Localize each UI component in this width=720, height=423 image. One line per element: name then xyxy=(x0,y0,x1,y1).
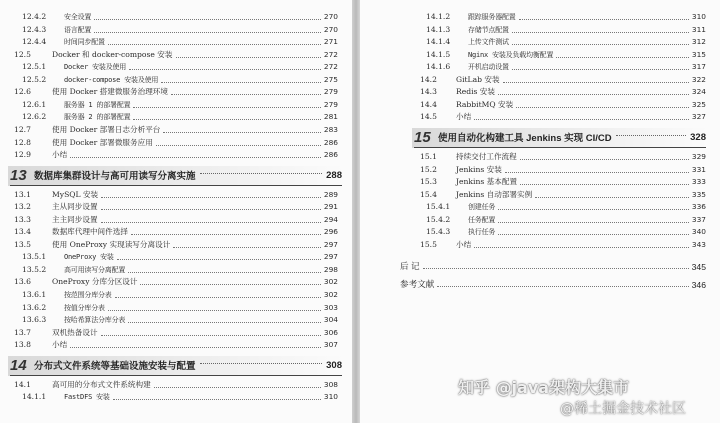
toc-entry-number: 13.1 xyxy=(14,189,31,199)
toc-entry xyxy=(14,150,338,160)
toc-entry xyxy=(14,50,338,60)
toc-entry-title: 使用 Docker 搭建微服务治理环境 xyxy=(52,87,168,97)
toc-entry-number: 13.3 xyxy=(14,214,31,224)
toc-entry xyxy=(14,138,338,148)
toc-entry-title: 服务器 2 的部署配置 xyxy=(64,113,131,122)
toc-entry-title: 主主同步设置 xyxy=(52,214,98,224)
toc-entry-title: 安全设置 xyxy=(64,13,92,21)
backmatter-page: 346 xyxy=(691,280,706,291)
backmatter-page: 345 xyxy=(691,262,706,273)
dot-leader xyxy=(101,209,321,210)
toc-entry-title: Redis 安装 xyxy=(456,87,495,97)
toc-entry-title: OneProxy 安装 xyxy=(64,253,114,262)
dot-leader xyxy=(423,268,689,269)
toc-entry-number: 13.5.1 xyxy=(22,252,47,262)
right-page xyxy=(360,0,720,423)
dot-leader xyxy=(512,32,689,33)
toc-entry-title: GitLab 安装 xyxy=(456,74,500,84)
toc-entry-title: MySQL 安装 xyxy=(52,189,99,199)
toc-entry-number: 12.8 xyxy=(14,137,31,147)
toc-entry-page: 302 xyxy=(323,277,338,287)
toc-entry xyxy=(426,12,706,22)
dot-leader xyxy=(131,234,321,235)
toc-entry-title: docker-compose 安装及使用 xyxy=(64,75,159,84)
toc-entry-title: 使用 Docker 部署日志分析平台 xyxy=(52,124,161,134)
backmatter-title: 后 记 xyxy=(400,261,420,272)
toc-entry-page: 297 xyxy=(323,239,338,249)
dot-leader xyxy=(70,157,321,158)
toc-entry-number: 14.4 xyxy=(420,99,437,109)
toc-entry-number: 14.1.2 xyxy=(426,12,451,21)
toc-entry-number: 12.4.4 xyxy=(22,37,47,47)
toc-entry xyxy=(14,240,338,250)
toc-entry-page: 270 xyxy=(323,12,338,21)
toc-entry-number: 13.4 xyxy=(14,227,31,237)
toc-entry-title: 小结 xyxy=(456,112,472,122)
dot-leader xyxy=(503,82,689,83)
toc-entry-number: 15.4.2 xyxy=(426,214,451,224)
chapter-page: 328 xyxy=(690,131,706,143)
toc-entry xyxy=(14,277,338,287)
toc-entry-title: Docker 安装及使用 xyxy=(64,63,127,72)
toc-entry-title: 创建任务 xyxy=(468,203,496,212)
dot-leader xyxy=(113,399,321,400)
toc-entry-number: 12.9 xyxy=(14,150,31,160)
toc-entry xyxy=(22,75,338,85)
toc-entry-number: 13.5 xyxy=(14,239,31,249)
dot-leader xyxy=(128,322,321,323)
chapter-heading xyxy=(414,128,706,148)
dot-leader xyxy=(498,94,689,95)
toc-entry-page: 310 xyxy=(323,392,338,402)
toc-entry xyxy=(426,227,706,237)
toc-entry-title: 小结 xyxy=(52,150,68,160)
toc-entry-number: 13.2 xyxy=(14,202,31,212)
dot-leader xyxy=(437,286,688,287)
toc-entry-page: 302 xyxy=(323,290,338,299)
toc-entry-title: 执行任务 xyxy=(468,228,496,237)
toc-entry-title: 主从同步设置 xyxy=(52,202,98,212)
chapter-title: 数据库集群设计与高可用读写分离实施 xyxy=(34,171,196,183)
dot-leader xyxy=(505,172,689,173)
toc-entry xyxy=(14,125,338,135)
toc-entry-number: 12.4.3 xyxy=(22,24,47,34)
toc-entry-page: 312 xyxy=(691,37,706,47)
toc-entry xyxy=(22,12,338,22)
toc-entry-page: 279 xyxy=(323,99,338,109)
toc-entry xyxy=(426,62,706,72)
toc-entry-title: 存储节点配置 xyxy=(468,25,509,34)
toc-entry-title: 开机启动设置 xyxy=(468,63,509,72)
dot-leader xyxy=(101,335,321,336)
dot-leader xyxy=(128,272,321,273)
chapter-number: 15 xyxy=(414,128,431,146)
toc-entry-page: 275 xyxy=(323,74,338,84)
dot-leader xyxy=(163,132,320,133)
toc-entry xyxy=(14,215,338,225)
toc-entry-page: 303 xyxy=(323,302,338,312)
toc-entry xyxy=(14,87,338,97)
dot-leader xyxy=(200,173,323,174)
dot-leader xyxy=(117,259,321,260)
toc-entry-number: 14.1.6 xyxy=(426,62,451,72)
dot-leader xyxy=(101,222,321,223)
chapter-heading xyxy=(10,356,342,376)
toc-entry xyxy=(22,252,338,262)
toc-entry-page: 270 xyxy=(323,24,338,34)
toc-entry-title: RabbitMQ 安装 xyxy=(456,99,514,109)
toc-entry-number: 12.6.2 xyxy=(22,112,47,122)
dot-leader xyxy=(519,19,689,20)
toc-entry-title: 数据库代理中间件选择 xyxy=(52,227,128,237)
toc-entry-page: 286 xyxy=(323,150,338,160)
toc-backmatter-entry xyxy=(400,276,706,290)
dot-leader xyxy=(173,247,321,248)
toc-entry-number: 14.2 xyxy=(420,74,437,84)
toc-entry-title: 按范围分库分表 xyxy=(64,291,112,299)
toc-entry xyxy=(420,75,706,85)
toc-entry-number: 15.4 xyxy=(420,189,437,199)
toc-entry-page: 310 xyxy=(691,12,706,21)
book-gutter xyxy=(352,0,360,423)
toc-entry-title: 按值分库分表 xyxy=(64,303,105,312)
toc-entry-number: 12.5.2 xyxy=(22,74,47,84)
dot-leader xyxy=(535,197,689,198)
toc-entry-page: 317 xyxy=(691,62,706,72)
toc-entry-number: 14.1.3 xyxy=(426,24,451,34)
backmatter-title: 参考文献 xyxy=(400,279,435,290)
toc-entry xyxy=(420,100,706,110)
toc-entry-number: 15.2 xyxy=(420,164,437,174)
toc-entry-page: 340 xyxy=(691,227,706,237)
toc-entry-page: 289 xyxy=(323,189,338,199)
toc-entry xyxy=(14,340,338,350)
dot-leader xyxy=(512,69,689,70)
toc-entry-page: 281 xyxy=(323,112,338,122)
toc-entry xyxy=(22,112,338,122)
toc-entry-number: 13.7 xyxy=(14,327,31,337)
toc-entry-number: 14.5 xyxy=(420,112,437,122)
toc-entry-page: 336 xyxy=(691,202,706,212)
toc-entry-number: 14.1.5 xyxy=(426,49,451,59)
toc-entry xyxy=(22,290,338,300)
toc-entry-title: Docker 和 docker-compose 安装 xyxy=(52,49,173,59)
dot-leader xyxy=(474,119,689,120)
toc-entry-title: 时间同步配置 xyxy=(64,38,105,47)
toc-entry xyxy=(426,50,706,60)
toc-entry-page: 298 xyxy=(323,264,338,274)
toc-entry-page: 343 xyxy=(691,239,706,249)
toc-entry-title: 高可用读写分离配置 xyxy=(64,265,126,274)
chapter-page: 288 xyxy=(326,169,342,181)
toc-entry xyxy=(426,37,706,47)
dot-leader xyxy=(94,32,321,33)
watermark-line2: @稀土掘金技术社区 xyxy=(560,401,686,417)
toc-entry-number: 12.6.1 xyxy=(22,99,47,109)
dot-leader xyxy=(140,284,320,285)
toc-entry-number: 13.5.2 xyxy=(22,264,47,274)
toc-entry-page: 322 xyxy=(691,74,706,84)
toc-entry-page: 272 xyxy=(323,49,338,59)
toc-entry-page: 279 xyxy=(323,87,338,97)
toc-entry xyxy=(426,215,706,225)
toc-entry-title: 双机热备设计 xyxy=(52,327,98,337)
toc-entry-number: 12.4.2 xyxy=(22,12,47,21)
dot-leader xyxy=(108,44,321,45)
toc-entry-title: Nginx 安装及负载均衡配置 xyxy=(468,50,554,59)
dot-leader xyxy=(512,44,689,45)
toc-entry-title: 按哈希算法分库分表 xyxy=(64,316,126,325)
dot-leader xyxy=(70,347,321,348)
toc-entry-number: 13.6.2 xyxy=(22,302,47,312)
toc-entry xyxy=(426,202,706,212)
toc-entry-title: Jenkins 安装 xyxy=(456,164,502,174)
dot-leader xyxy=(171,94,321,95)
dot-leader xyxy=(498,234,689,235)
dot-leader xyxy=(520,184,689,185)
toc-entry xyxy=(420,190,706,200)
chapter-heading xyxy=(10,166,342,186)
toc-entry-title: 持续交付工作流程 xyxy=(456,151,517,161)
toc-entry-page: 306 xyxy=(323,327,338,337)
toc-entry xyxy=(14,190,338,200)
dot-leader xyxy=(556,57,689,58)
toc-entry-title: OneProxy 分库分区设计 xyxy=(52,277,138,287)
toc-entry-number: 12.6 xyxy=(14,87,31,97)
toc-entry-page: 325 xyxy=(691,99,706,109)
toc-entry-title: 使用 OneProxy 实现读写分离设计 xyxy=(52,239,171,249)
dot-leader xyxy=(94,19,321,20)
dot-leader xyxy=(498,209,689,210)
toc-entry-number: 12.5.1 xyxy=(22,62,47,72)
toc-entry xyxy=(22,265,338,275)
toc-entry xyxy=(22,315,338,325)
dot-leader xyxy=(133,107,320,108)
dot-leader xyxy=(176,57,321,58)
toc-entry-title: 任务配置 xyxy=(468,215,496,224)
left-page xyxy=(0,0,352,423)
toc-entry-page: 329 xyxy=(691,151,706,161)
watermark-line1: 知乎 @java架构大集市 xyxy=(458,378,630,397)
chapter-title: 使用自动化构建工具 Jenkins 实现 CI/CD xyxy=(438,133,612,145)
toc-entry-number: 13.6 xyxy=(14,277,31,287)
toc-entry-number: 13.6.3 xyxy=(22,315,47,325)
toc-entry-number: 15.1 xyxy=(420,151,437,161)
toc-entry xyxy=(22,303,338,313)
toc-entry xyxy=(22,37,338,47)
toc-entry xyxy=(22,392,338,402)
toc-entry-title: Jenkins 自动部署实例 xyxy=(456,189,533,199)
toc-entry xyxy=(14,380,338,390)
dot-leader xyxy=(161,82,321,83)
toc-entry-number: 14.1.4 xyxy=(426,37,451,47)
toc-entry-page: 272 xyxy=(323,62,338,72)
toc-entry-title: 上传文件测试 xyxy=(468,38,509,47)
toc-entry-page: 283 xyxy=(323,124,338,134)
toc-entry-page: 311 xyxy=(691,24,706,34)
toc-entry xyxy=(426,25,706,35)
toc-entry xyxy=(420,165,706,175)
toc-entry xyxy=(420,112,706,122)
toc-entry xyxy=(22,25,338,35)
toc-entry-page: 324 xyxy=(691,87,706,97)
toc-entry xyxy=(420,240,706,250)
toc-entry-number: 12.7 xyxy=(14,124,31,134)
toc-entry xyxy=(22,62,338,72)
toc-entry-number: 14.1.1 xyxy=(22,392,47,402)
dot-leader xyxy=(520,159,689,160)
dot-leader xyxy=(516,107,689,108)
toc-entry xyxy=(22,100,338,110)
toc-entry-page: 294 xyxy=(323,214,338,224)
toc-entry-page: 296 xyxy=(323,227,338,237)
toc-entry-number: 15.3 xyxy=(420,177,437,187)
toc-entry-title: 服务器 1 的部署配置 xyxy=(64,100,131,109)
toc-entry xyxy=(14,328,338,338)
toc-entry xyxy=(420,87,706,97)
chapter-title: 分布式文件系统等基础设施安装与配置 xyxy=(34,361,196,373)
toc-entry-page: 304 xyxy=(323,315,338,325)
toc-entry xyxy=(14,202,338,212)
dot-leader xyxy=(498,222,689,223)
chapter-number: 13 xyxy=(10,166,27,184)
toc-entry-page: 308 xyxy=(323,379,338,389)
dot-leader xyxy=(474,247,689,248)
chapter-number: 14 xyxy=(10,356,27,374)
toc-entry-title: 跟踪服务器配置 xyxy=(468,13,516,21)
toc-entry-number: 15.4.1 xyxy=(426,202,451,212)
toc-entry-number: 13.6.1 xyxy=(22,290,47,299)
toc-entry-page: 327 xyxy=(691,112,706,122)
dot-leader xyxy=(133,119,320,120)
toc-entry-title: 高可用的分布式文件系统构建 xyxy=(52,379,151,389)
toc-entry-number: 13.8 xyxy=(14,340,31,350)
dot-leader xyxy=(115,297,321,298)
toc-entry-page: 291 xyxy=(323,202,338,212)
toc-entry xyxy=(420,152,706,162)
toc-entry-page: 337 xyxy=(691,214,706,224)
toc-backmatter-entry xyxy=(400,258,706,272)
dot-leader xyxy=(156,145,321,146)
dot-leader xyxy=(108,310,321,311)
toc-entry-title: Jenkins 基本配置 xyxy=(456,177,518,187)
dot-leader xyxy=(200,363,323,364)
dot-leader xyxy=(129,69,321,70)
toc-entry-number: 14.3 xyxy=(420,87,437,97)
toc-entry-page: 331 xyxy=(691,164,706,174)
toc-entry-title: 小结 xyxy=(52,340,68,350)
toc-entry-title: FastDFS 安装 xyxy=(64,393,110,402)
toc-entry-page: 271 xyxy=(323,37,338,47)
toc-entry-page: 315 xyxy=(691,49,706,59)
toc-entry-number: 12.5 xyxy=(14,49,31,59)
chapter-page: 308 xyxy=(326,359,342,371)
toc-entry-page: 333 xyxy=(691,177,706,187)
toc-entry xyxy=(420,177,706,187)
dot-leader xyxy=(154,387,321,388)
dot-leader xyxy=(101,197,321,198)
toc-entry-number: 15.5 xyxy=(420,239,437,249)
toc-entry-title: 小结 xyxy=(456,239,472,249)
toc-entry-page: 297 xyxy=(323,252,338,262)
dot-leader xyxy=(616,135,686,136)
toc-entry-page: 307 xyxy=(323,340,338,350)
toc-entry-page: 335 xyxy=(691,189,706,199)
toc-entry-number: 15.4.3 xyxy=(426,227,451,237)
toc-entry xyxy=(14,227,338,237)
toc-entry-number: 14.1 xyxy=(14,379,31,389)
toc-entry-title: 语言配置 xyxy=(64,25,92,34)
toc-entry-title: 使用 Docker 部署微服务应用 xyxy=(52,137,153,147)
toc-entry-page: 286 xyxy=(323,137,338,147)
